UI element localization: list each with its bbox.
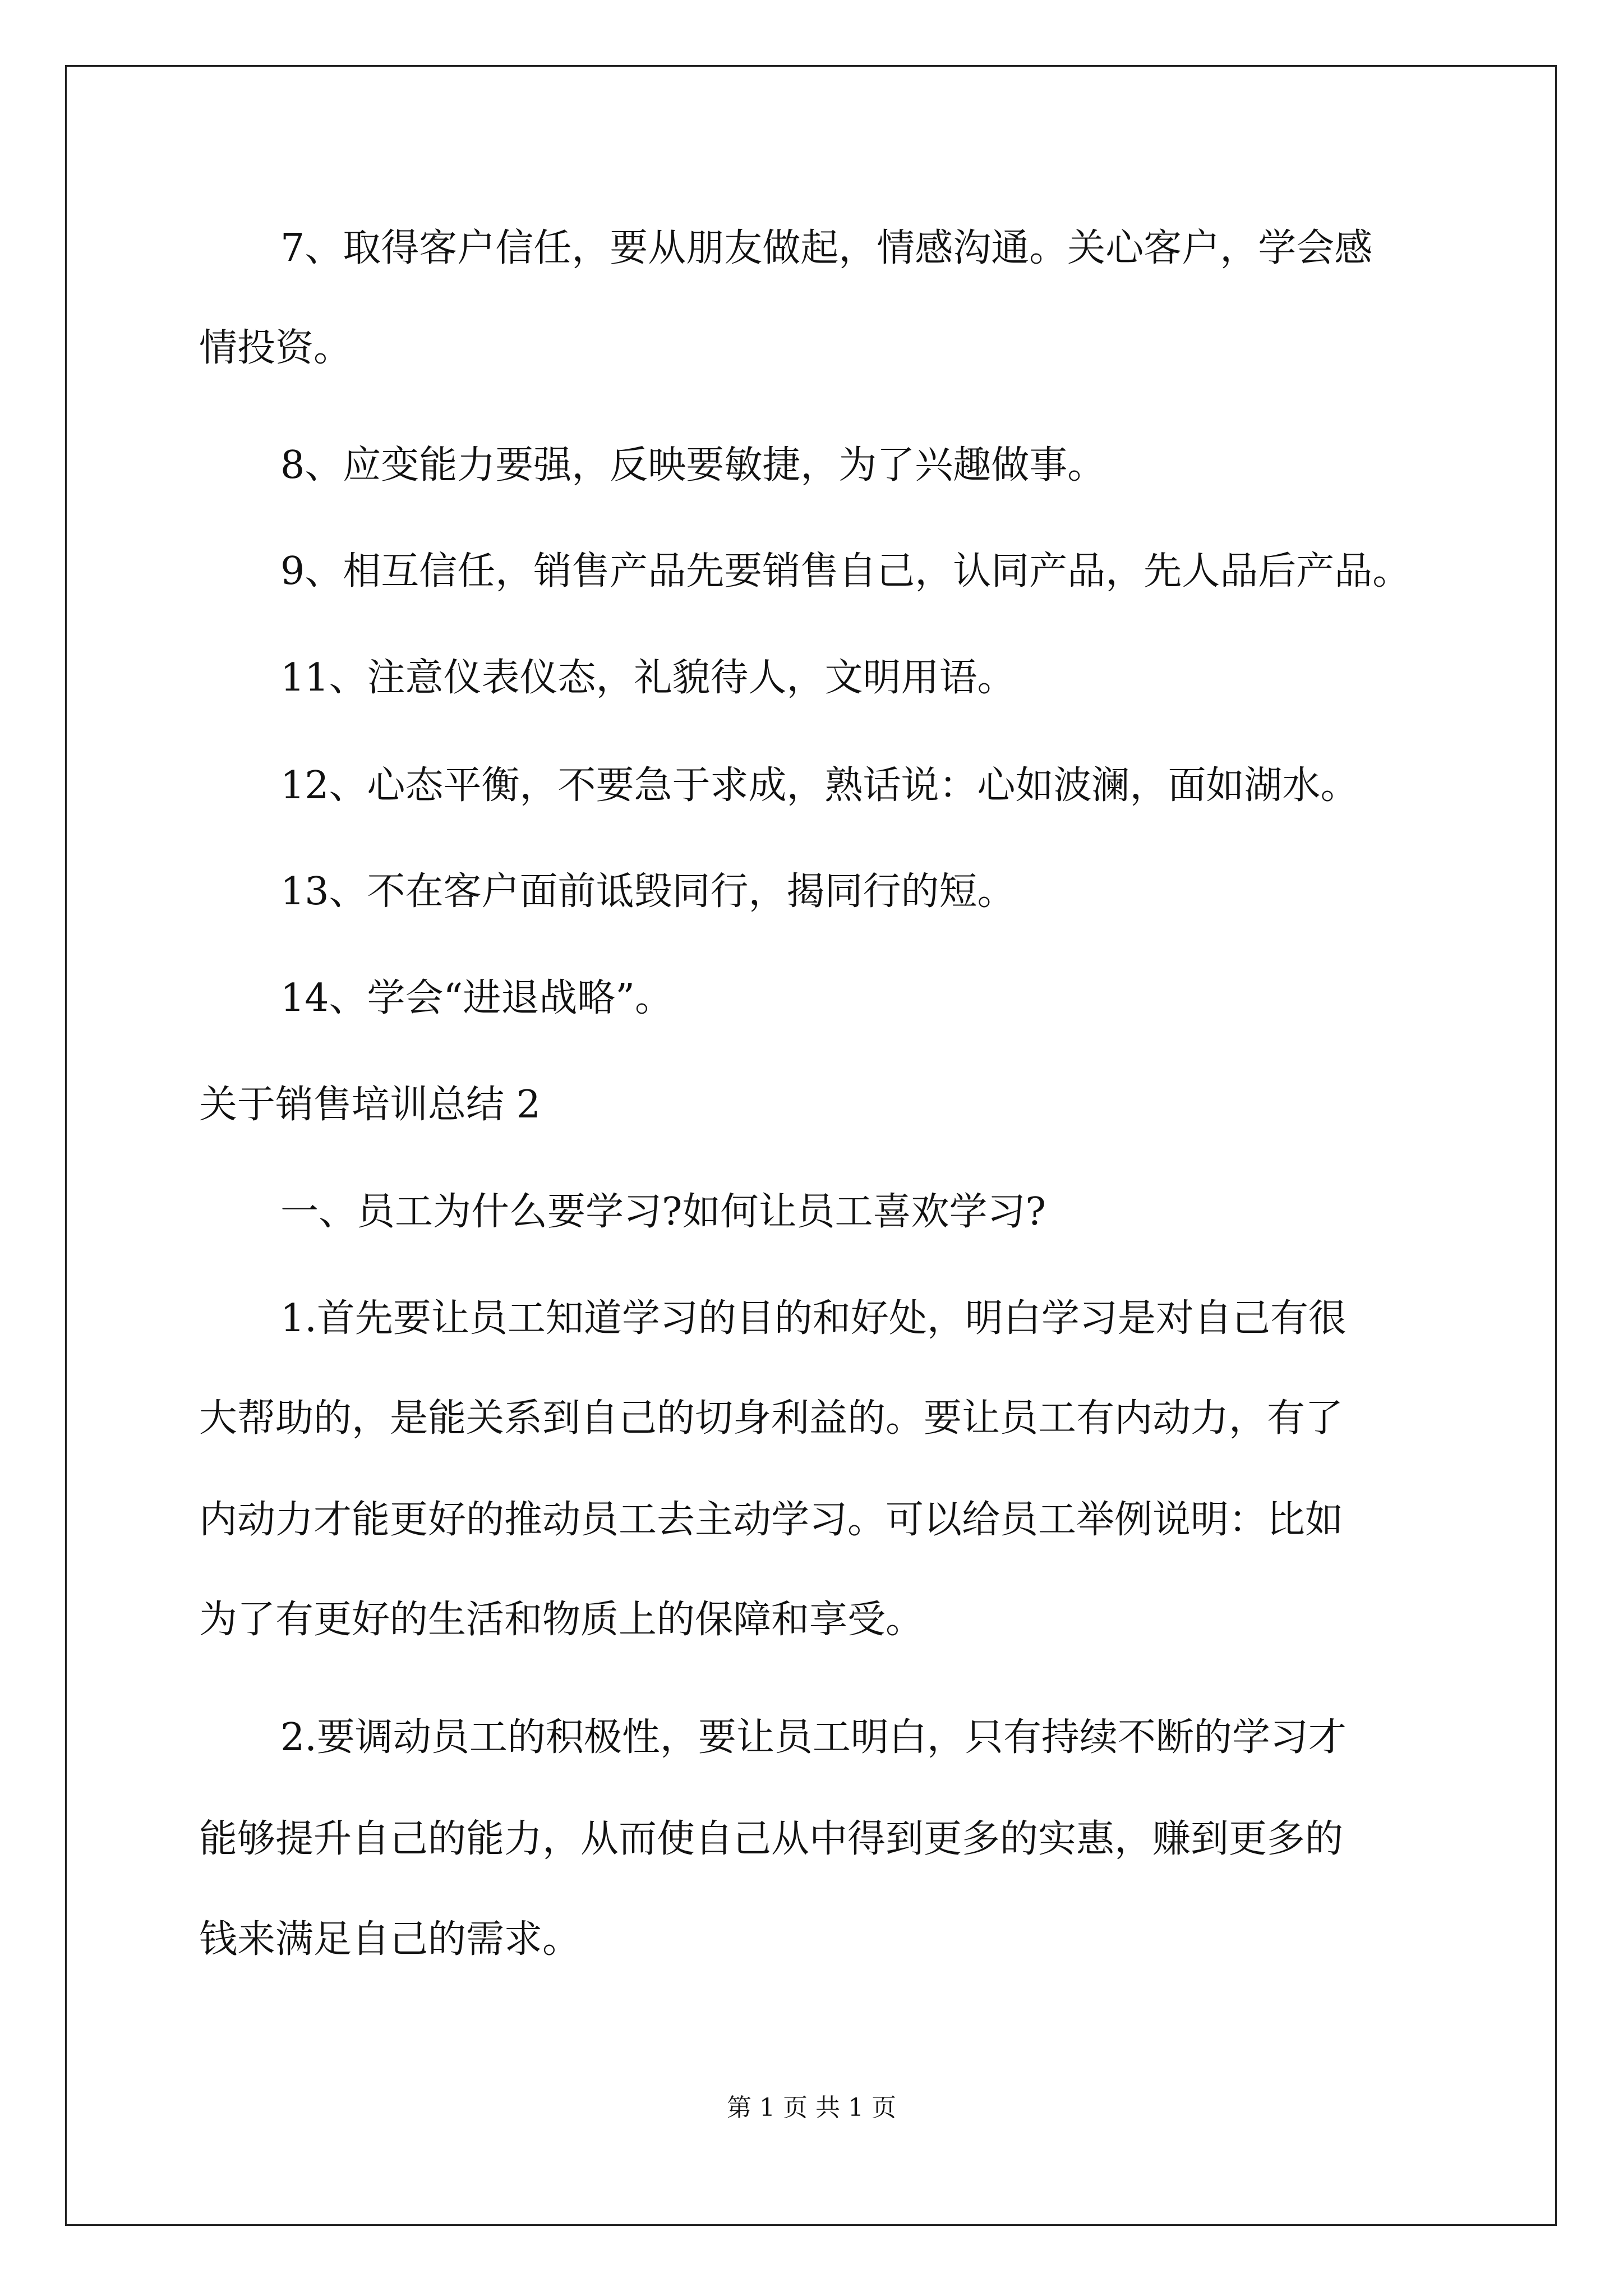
paragraph-item-14: 14、学会“进退战略”。 [280,976,674,1020]
page-border [65,65,1557,2226]
paragraph-item-11: 11、注意仪表仪态，礼貌待人，文明用语。 [280,656,1016,700]
page-footer: 第 1 页 共 1 页 [727,2093,896,2122]
paragraph-item-7-line-1: 7、取得客户信任，要从朋友做起，情感沟通。关心客户，学会感 [280,226,1373,270]
paragraph-point-1-line-3: 内动力才能更好的推动员工去主动学习。可以给员工举例说明：比如 [199,1498,1344,1542]
paragraph-point-1-line-2: 大帮助的，是能关系到自己的切身利益的。要让员工有内动力，有了 [199,1396,1344,1441]
paragraph-item-9: 9、相互信任，销售产品先要销售自己，认同产品，先人品后产品。 [280,549,1411,593]
paragraph-point-1-line-1: 1.首先要让员工知道学习的目的和好处，明白学习是对自己有很 [280,1296,1347,1341]
paragraph-item-7-line-2: 情投资。 [199,326,352,370]
paragraph-point-2-line-3: 钱来满足自己的需求。 [199,1917,581,1962]
paragraph-item-8: 8、应变能力要强，反映要敏捷，为了兴趣做事。 [280,443,1106,487]
paragraph-item-12: 12、心态平衡，不要急于求成，熟话说：心如波澜，面如湖水。 [280,763,1359,808]
paragraph-point-2-line-1: 2.要调动员工的积极性，要让员工明白，只有持续不断的学习才 [280,1715,1347,1760]
section-title: 关于销售培训总结 2 [199,1083,541,1127]
paragraph-item-13: 13、不在客户面前诋毁同行，揭同行的短。 [280,869,1016,914]
paragraph-point-2-line-2: 能够提升自己的能力，从而使自己从中得到更多的实惠，赚到更多的 [199,1817,1344,1861]
section-heading-1: 一、员工为什么要学习?如何让员工喜欢学习? [280,1190,1046,1234]
paragraph-point-1-line-4: 为了有更好的生活和物质上的保障和享受。 [199,1598,924,1642]
